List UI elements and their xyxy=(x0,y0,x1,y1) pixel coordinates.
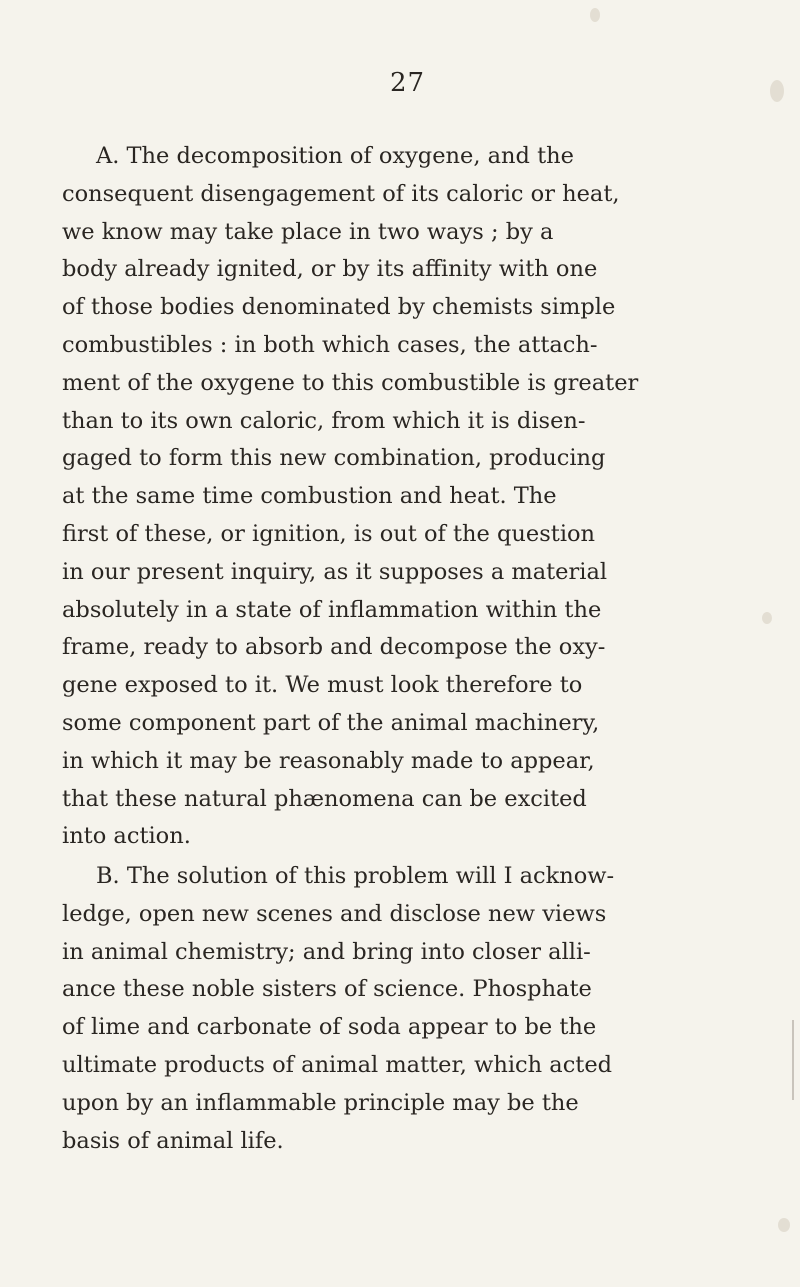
paragraph-b xyxy=(62,858,742,1160)
text-line: of those bodies denominated by chemists simple xyxy=(62,294,616,321)
text-line: in which it may be reasonably made to appear, xyxy=(62,747,595,774)
text-line: of lime and carbonate of soda appear to be the xyxy=(62,1014,597,1041)
text-line: absolutely in a state of inflammation within the xyxy=(62,596,602,623)
text-line: basis of animal life. xyxy=(62,1127,284,1154)
text-line: gaged to form this new combination, producing xyxy=(62,445,606,472)
text-line: upon by an inflammable principle may be the xyxy=(62,1089,579,1116)
page-edge-mark xyxy=(792,1020,794,1100)
text-line: in animal chemistry; and bring into closer alli- xyxy=(62,938,591,965)
text-line: first of these, or ignition, is out of the question xyxy=(62,520,596,547)
paper-stain xyxy=(762,612,772,624)
text-line: consequent disengagement of its caloric or heat, xyxy=(62,180,620,207)
page-number: 27 xyxy=(390,68,426,98)
text-line: ultimate products of animal matter, which acted xyxy=(62,1051,613,1078)
text-line: gene exposed to it. We must look therefore to xyxy=(62,672,583,699)
text-line: we know may take place in two ways ; by a xyxy=(62,218,554,245)
text-line: some component part of the animal machinery, xyxy=(62,709,600,736)
text-line: body already ignited, or by its affinity with one xyxy=(62,256,598,283)
paper-stain xyxy=(778,1218,790,1232)
text-line: in our present inquiry, as it supposes a material xyxy=(62,558,608,585)
text-line: frame, ready to absorb and decompose the oxy- xyxy=(62,634,606,661)
text-line: into action. xyxy=(62,823,191,850)
text-line: at the same time combustion and heat. The xyxy=(62,483,557,510)
text-line: that these natural phænomena can be excited xyxy=(62,785,587,812)
text-line: A. The decomposition of oxygene, and the xyxy=(96,143,574,169)
text-line: B. The solution of this problem will I acknow- xyxy=(96,863,615,889)
text-line: than to its own caloric, from which it is disen- xyxy=(62,407,586,434)
text-line: ledge, open new scenes and disclose new views xyxy=(62,900,607,927)
paper-stain xyxy=(590,8,600,22)
text-line: ance these noble sisters of science. Phosphate xyxy=(62,976,592,1003)
paper-stain xyxy=(770,80,784,102)
paragraph-a xyxy=(62,138,742,856)
text-line: ment of the oxygene to this combustible is greater xyxy=(62,369,639,396)
text-line: combustibles : in both which cases, the attach- xyxy=(62,331,598,358)
